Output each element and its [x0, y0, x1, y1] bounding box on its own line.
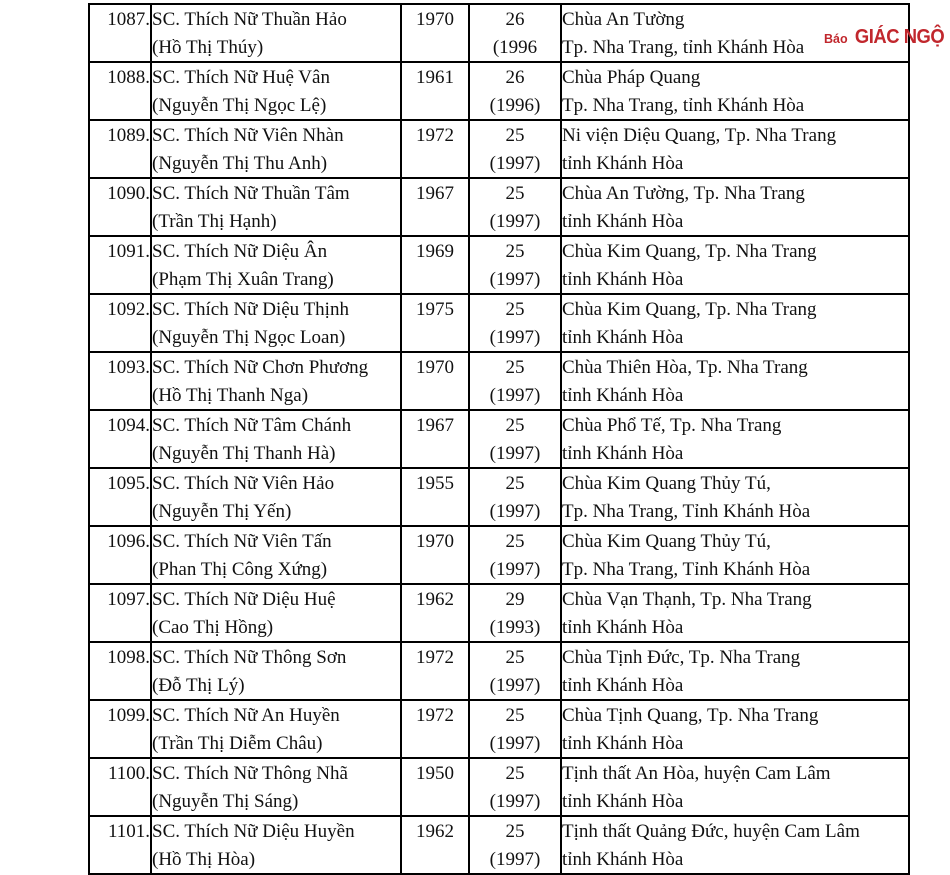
name-cell	[151, 816, 401, 874]
row-number: 1087.	[107, 9, 150, 30]
birth-year-cell	[401, 294, 469, 352]
age-value: 29	[505, 589, 525, 610]
birth-year-cell	[401, 410, 469, 468]
roster-table-body	[89, 4, 909, 874]
row-number: 1094.	[107, 415, 150, 436]
age-cell	[469, 352, 561, 410]
age-value: 25	[505, 241, 525, 262]
row-number: 1089.	[107, 125, 150, 146]
name-cell	[151, 468, 401, 526]
secular-name: (Nguyễn Thị Thanh Hà)	[152, 442, 336, 464]
name-cell	[151, 294, 401, 352]
row-number-cell	[89, 584, 151, 642]
temple-location: Tp. Nha Trang, Tỉnh Khánh Hòa	[562, 558, 811, 580]
birth-year: 1972	[416, 125, 454, 146]
birth-year: 1970	[416, 531, 454, 552]
place-cell	[561, 236, 909, 294]
name-cell	[151, 642, 401, 700]
row-number: 1096.	[107, 531, 150, 552]
name-cell	[151, 120, 401, 178]
dharma-name: SC. Thích Nữ Chơn Phương	[152, 357, 369, 378]
secular-name: (Nguyễn Thị Ngọc Loan)	[152, 326, 346, 348]
age-cell	[469, 816, 561, 874]
place-cell	[561, 468, 909, 526]
birth-year-cell	[401, 62, 469, 120]
dharma-name: SC. Thích Nữ Diệu Huệ	[152, 589, 336, 610]
age-cell	[469, 758, 561, 816]
row-number-cell	[89, 816, 151, 874]
ordination-year: (1997)	[489, 500, 541, 522]
name-cell	[151, 410, 401, 468]
age-cell	[469, 236, 561, 294]
temple-name: Chùa Kim Quang Thủy Tú,	[562, 473, 771, 494]
birth-year: 1975	[416, 299, 454, 320]
secular-name: (Đỗ Thị Lý)	[152, 674, 245, 696]
name-cell	[151, 178, 401, 236]
table-row	[89, 352, 909, 410]
place-cell	[561, 584, 909, 642]
dharma-name: SC. Thích Nữ Thuần Hảo	[152, 9, 347, 30]
birth-year-cell	[401, 120, 469, 178]
table-row	[89, 584, 909, 642]
age-value: 26	[505, 9, 525, 30]
dharma-name: SC. Thích Nữ Diệu Thịnh	[152, 299, 349, 320]
temple-location: tỉnh Khánh Hòa	[562, 674, 684, 696]
birth-year-cell	[401, 758, 469, 816]
dharma-name: SC. Thích Nữ An Huyền	[152, 705, 340, 726]
temple-name: Chùa Tịnh Quang, Tp. Nha Trang	[562, 705, 819, 726]
row-number: 1093.	[107, 357, 150, 378]
age-value: 25	[505, 357, 525, 378]
table-row	[89, 642, 909, 700]
secular-name: (Nguyễn Thị Yến)	[152, 500, 292, 522]
row-number: 1100.	[107, 763, 150, 784]
temple-location: tỉnh Khánh Hòa	[562, 326, 684, 348]
birth-year: 1972	[416, 705, 454, 726]
age-value: 25	[505, 531, 525, 552]
table-row	[89, 526, 909, 584]
temple-name: Tịnh thất An Hòa, huyện Cam Lâm	[562, 763, 831, 784]
dharma-name: SC. Thích Nữ Thuần Tâm	[152, 183, 350, 204]
place-cell	[561, 178, 909, 236]
ordination-year: (1997)	[489, 268, 541, 290]
dharma-name: SC. Thích Nữ Diệu Huyền	[152, 821, 355, 842]
age-value: 25	[505, 299, 525, 320]
name-cell	[151, 236, 401, 294]
temple-location: Tp. Nha Trang, Tỉnh Khánh Hòa	[562, 500, 811, 522]
age-value: 25	[505, 821, 525, 842]
temple-location: tỉnh Khánh Hòa	[562, 442, 684, 464]
secular-name: (Nguyễn Thị Thu Anh)	[152, 152, 328, 174]
row-number-cell	[89, 410, 151, 468]
age-cell	[469, 468, 561, 526]
temple-location: tỉnh Khánh Hòa	[562, 210, 684, 232]
row-number-cell	[89, 62, 151, 120]
place-cell	[561, 526, 909, 584]
row-number-cell	[89, 236, 151, 294]
birth-year-cell	[401, 468, 469, 526]
birth-year: 1962	[416, 589, 454, 610]
secular-name: (Hồ Thị Thanh Nga)	[152, 384, 309, 406]
birth-year-cell	[401, 642, 469, 700]
row-number-cell	[89, 642, 151, 700]
ordination-year: (1997)	[489, 674, 541, 696]
birth-year: 1955	[416, 473, 454, 494]
birth-year-cell	[401, 584, 469, 642]
temple-name: Chùa An Tường, Tp. Nha Trang	[562, 183, 805, 204]
row-number-cell	[89, 120, 151, 178]
temple-location: tỉnh Khánh Hòa	[562, 732, 684, 754]
secular-name: (Trần Thị Hạnh)	[152, 210, 277, 232]
temple-location: tỉnh Khánh Hòa	[562, 790, 684, 812]
table-row	[89, 178, 909, 236]
table-row	[89, 236, 909, 294]
ordination-year: (1997)	[489, 384, 541, 406]
temple-name: Chùa Tịnh Đức, Tp. Nha Trang	[562, 647, 801, 668]
place-cell	[561, 700, 909, 758]
ordination-year: (1997)	[489, 326, 541, 348]
place-cell	[561, 294, 909, 352]
temple-name: Chùa An Tường	[562, 9, 685, 30]
place-cell	[561, 642, 909, 700]
place-cell	[561, 62, 909, 120]
place-cell	[561, 758, 909, 816]
temple-name: Ni viện Diệu Quang, Tp. Nha Trang	[562, 125, 837, 146]
age-cell	[469, 294, 561, 352]
table-row	[89, 294, 909, 352]
age-value: 25	[505, 647, 525, 668]
ordination-year: (1997)	[489, 442, 541, 464]
temple-name: Chùa Pháp Quang	[562, 67, 701, 88]
place-cell	[561, 410, 909, 468]
row-number-cell	[89, 758, 151, 816]
table-row	[89, 410, 909, 468]
table-row	[89, 4, 909, 62]
ordination-year: (1997)	[489, 558, 541, 580]
birth-year-cell	[401, 352, 469, 410]
name-cell	[151, 584, 401, 642]
age-value: 25	[505, 705, 525, 726]
ordination-year: (1997)	[489, 848, 541, 870]
dharma-name: SC. Thích Nữ Viên Nhàn	[152, 125, 344, 146]
temple-location: Tp. Nha Trang, tỉnh Khánh Hòa	[562, 94, 805, 116]
temple-name: Chùa Thiên Hòa, Tp. Nha Trang	[562, 357, 808, 378]
birth-year: 1967	[416, 183, 454, 204]
ordination-year: (1996)	[489, 94, 541, 116]
ordination-year: (1997)	[489, 210, 541, 232]
dharma-name: SC. Thích Nữ Huệ Vân	[152, 67, 330, 88]
secular-name: (Trần Thị Diễm Châu)	[152, 732, 323, 754]
row-number-cell	[89, 4, 151, 62]
secular-name: (Cao Thị Hồng)	[152, 616, 274, 638]
temple-location: tỉnh Khánh Hòa	[562, 268, 684, 290]
name-cell	[151, 4, 401, 62]
row-number: 1095.	[107, 473, 150, 494]
table-row	[89, 120, 909, 178]
temple-location: Tp. Nha Trang, tỉnh Khánh Hòa	[562, 36, 805, 58]
temple-location: tỉnh Khánh Hòa	[562, 384, 684, 406]
name-cell	[151, 526, 401, 584]
birth-year: 1967	[416, 415, 454, 436]
birth-year-cell	[401, 4, 469, 62]
birth-year: 1970	[416, 357, 454, 378]
temple-name: Chùa Kim Quang Thủy Tú,	[562, 531, 771, 552]
dharma-name: SC. Thích Nữ Diệu Ân	[152, 241, 328, 262]
row-number: 1090.	[107, 183, 150, 204]
name-cell	[151, 700, 401, 758]
age-cell	[469, 120, 561, 178]
age-value: 25	[505, 125, 525, 146]
age-value: 25	[505, 415, 525, 436]
age-value: 25	[505, 183, 525, 204]
temple-location: tỉnh Khánh Hòa	[562, 152, 684, 174]
roster-table	[88, 3, 910, 875]
table-row	[89, 62, 909, 120]
secular-name: (Hồ Thị Thúy)	[152, 36, 264, 58]
birth-year: 1961	[416, 67, 454, 88]
dharma-name: SC. Thích Nữ Viên Tấn	[152, 531, 332, 552]
temple-name: Chùa Vạn Thạnh, Tp. Nha Trang	[562, 589, 812, 610]
row-number: 1091.	[107, 241, 150, 262]
table-row	[89, 816, 909, 874]
row-number-cell	[89, 294, 151, 352]
secular-name: (Phan Thị Công Xứng)	[152, 558, 328, 580]
row-number: 1099.	[107, 705, 150, 726]
secular-name: (Phạm Thị Xuân Trang)	[152, 268, 334, 290]
ordination-year: (1993)	[489, 616, 541, 638]
dharma-name: SC. Thích Nữ Thông Sơn	[152, 647, 347, 668]
age-cell	[469, 642, 561, 700]
row-number-cell	[89, 468, 151, 526]
logo-prefix-text: Báo	[824, 32, 848, 46]
dharma-name: SC. Thích Nữ Thông Nhã	[152, 763, 348, 784]
name-cell	[151, 62, 401, 120]
birth-year-cell	[401, 236, 469, 294]
row-number-cell	[89, 526, 151, 584]
temple-name: Chùa Kim Quang, Tp. Nha Trang	[562, 241, 817, 262]
birth-year: 1962	[416, 821, 454, 842]
temple-location: tỉnh Khánh Hòa	[562, 616, 684, 638]
giac-ngo-logo	[824, 26, 948, 49]
row-number: 1097.	[107, 589, 150, 610]
birth-year-cell	[401, 178, 469, 236]
age-cell	[469, 4, 561, 62]
dharma-name: SC. Thích Nữ Viên Hảo	[152, 473, 335, 494]
table-row	[89, 700, 909, 758]
age-value: 26	[505, 67, 525, 88]
secular-name: (Hồ Thị Hòa)	[152, 848, 256, 870]
birth-year: 1972	[416, 647, 454, 668]
table-row	[89, 468, 909, 526]
table-row	[89, 758, 909, 816]
ordination-year: (1997)	[489, 732, 541, 754]
secular-name: (Nguyễn Thị Sáng)	[152, 790, 299, 812]
birth-year: 1970	[416, 9, 454, 30]
secular-name: (Nguyễn Thị Ngọc Lệ)	[152, 94, 327, 116]
temple-name: Chùa Phổ Tế, Tp. Nha Trang	[562, 415, 782, 436]
dharma-name: SC. Thích Nữ Tâm Chánh	[152, 415, 352, 436]
age-value: 25	[505, 763, 525, 784]
ordination-year: (1996	[492, 36, 538, 58]
name-cell	[151, 352, 401, 410]
ordination-year: (1997)	[489, 790, 541, 812]
ordination-year: (1997)	[489, 152, 541, 174]
row-number: 1092.	[107, 299, 150, 320]
name-cell	[151, 758, 401, 816]
birth-year-cell	[401, 526, 469, 584]
birth-year: 1950	[416, 763, 454, 784]
temple-name: Chùa Kim Quang, Tp. Nha Trang	[562, 299, 817, 320]
birth-year: 1969	[416, 241, 454, 262]
age-cell	[469, 62, 561, 120]
row-number: 1088.	[107, 67, 150, 88]
age-cell	[469, 410, 561, 468]
age-cell	[469, 584, 561, 642]
logo-title-text: GIÁC NGỘ	[854, 26, 944, 48]
row-number-cell	[89, 352, 151, 410]
birth-year-cell	[401, 816, 469, 874]
row-number-cell	[89, 700, 151, 758]
temple-name: Tịnh thất Quảng Đức, huyện Cam Lâm	[562, 821, 860, 842]
place-cell	[561, 352, 909, 410]
age-cell	[469, 178, 561, 236]
age-cell	[469, 700, 561, 758]
temple-location: tỉnh Khánh Hòa	[562, 848, 684, 870]
birth-year-cell	[401, 700, 469, 758]
place-cell	[561, 816, 909, 874]
place-cell	[561, 120, 909, 178]
age-value: 25	[505, 473, 525, 494]
age-cell	[469, 526, 561, 584]
row-number: 1098.	[107, 647, 150, 668]
row-number: 1101.	[107, 821, 150, 842]
row-number-cell	[89, 178, 151, 236]
